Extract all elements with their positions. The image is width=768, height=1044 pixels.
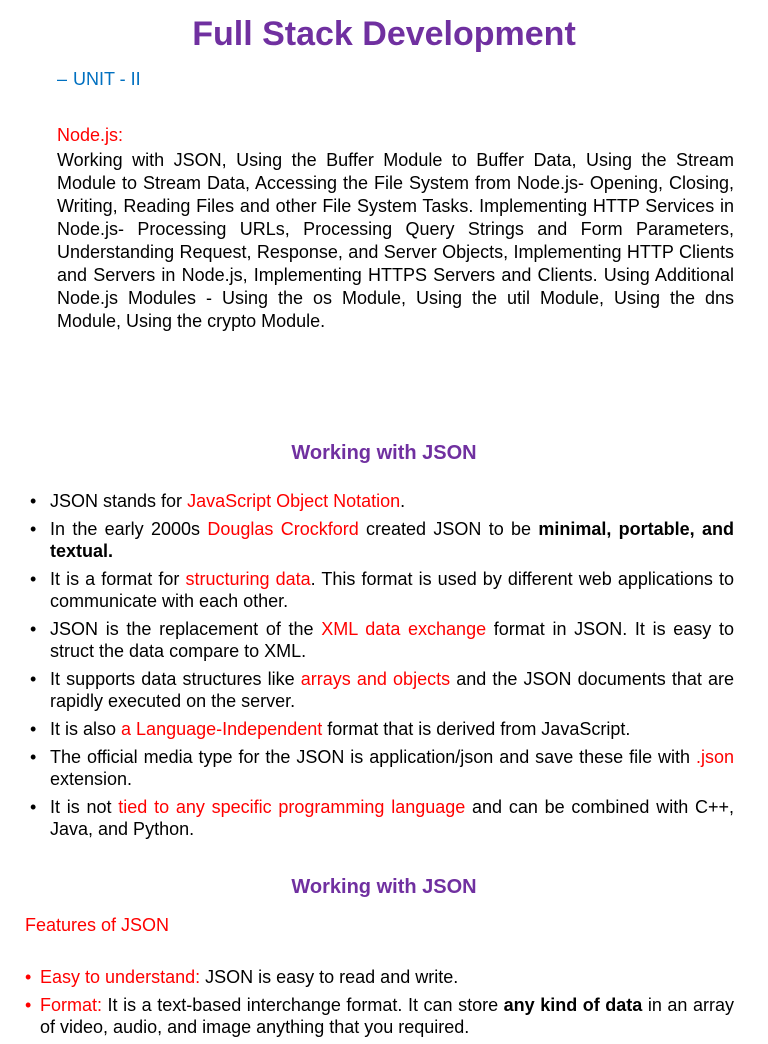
bullet: • bbox=[30, 619, 37, 639]
bullet: • bbox=[30, 797, 37, 817]
item-highlight: XML data exchange bbox=[321, 619, 487, 639]
item-highlight: a Language-Independent bbox=[121, 719, 323, 739]
feature-term: Format: bbox=[40, 995, 103, 1015]
bullet: • bbox=[30, 569, 37, 589]
unit-label: UNIT - II bbox=[73, 69, 141, 89]
item-highlight: JavaScript Object Notation bbox=[187, 491, 401, 511]
item-text: and can be combined with C++, Java, and Python. bbox=[50, 797, 734, 839]
item-text: JSON stands for bbox=[50, 491, 188, 511]
item-text: format that is derived from JavaScript. bbox=[322, 719, 631, 739]
item-text: extension. bbox=[50, 769, 133, 789]
item-highlight: arrays and objects bbox=[300, 669, 451, 689]
item-text: It is not bbox=[50, 797, 119, 817]
item-text: . This format is used by different web applications to communicate with each other. bbox=[50, 569, 734, 611]
feature-term: Easy to understand: bbox=[40, 967, 201, 987]
item-text: created JSON to be bbox=[358, 519, 539, 539]
item-text: It is also bbox=[50, 719, 122, 739]
item-text: in an array of video, audio, and image anything that you required. bbox=[40, 995, 734, 1037]
item-highlight: structuring data bbox=[185, 569, 311, 589]
list-item bbox=[30, 568, 734, 612]
features-list bbox=[25, 966, 734, 1044]
list-item bbox=[30, 618, 734, 662]
bullet: • bbox=[30, 519, 37, 539]
bullet: • bbox=[25, 967, 32, 987]
item-text: JSON is easy to read and write. bbox=[200, 967, 459, 987]
list-item bbox=[25, 994, 734, 1038]
bullet: • bbox=[25, 995, 32, 1015]
list-item bbox=[30, 718, 734, 740]
list-item bbox=[25, 966, 734, 988]
json-points-list bbox=[30, 490, 734, 846]
item-text: In the early 2000s bbox=[50, 519, 208, 539]
bullet: • bbox=[30, 719, 37, 739]
item-bold: any kind of data bbox=[503, 995, 643, 1015]
item-text: It is a text-based interchange format. It can store bbox=[102, 995, 504, 1015]
item-highlight: tied to any specific programming language bbox=[118, 797, 466, 817]
list-item bbox=[30, 796, 734, 840]
item-text: format in JSON. It is easy to struct the data compare to XML. bbox=[50, 619, 734, 661]
syllabus-heading: Node.js: bbox=[57, 125, 124, 145]
list-item bbox=[30, 668, 734, 712]
unit-subtitle bbox=[57, 68, 141, 90]
item-text: It is a format for bbox=[50, 569, 186, 589]
page-title: Full Stack Development bbox=[192, 15, 576, 53]
item-text: It supports data structures like bbox=[50, 669, 301, 689]
section-heading-json-2: Working with JSON bbox=[291, 876, 477, 898]
item-text: The official media type for the JSON is application/json and save these file with bbox=[50, 747, 696, 767]
item-text: and the JSON documents that are rapidly executed on the server. bbox=[50, 669, 735, 711]
list-item bbox=[30, 518, 734, 562]
item-text: JSON is the replacement of the bbox=[50, 619, 322, 639]
unit-dash: – bbox=[57, 69, 68, 89]
item-bold: minimal, portable, and textual. bbox=[50, 519, 734, 561]
syllabus-text: Working with JSON, Using the Buffer Module to Buffer Data, Using the Stream Module to Stream Data, Accessing the File System from Node.js- Opening, Closing, Writing, Reading Files and other File System Tasks. Implementing HTTP Services in Node.js- Processing URLs, Processing Query Strings and Form Parameters, Understanding Request, Response, and Server Objects, Implementing HTTP Clients and Servers in Node.js, Implementing HTTPS Servers and Clients. Using Additional Node.js Modules - Using the os Module, Using the util Module, Using the dns Module, Using the crypto Module. bbox=[57, 150, 734, 331]
bullet: • bbox=[30, 747, 37, 767]
item-text: . bbox=[400, 491, 406, 511]
section-heading-json: Working with JSON bbox=[291, 442, 477, 464]
features-heading: Features of JSON bbox=[25, 915, 170, 935]
bullet: • bbox=[30, 491, 37, 511]
bullet: • bbox=[30, 669, 37, 689]
list-item bbox=[30, 746, 734, 790]
item-highlight: .json bbox=[695, 747, 734, 767]
list-item bbox=[30, 490, 734, 512]
item-highlight: Douglas Crockford bbox=[207, 519, 359, 539]
